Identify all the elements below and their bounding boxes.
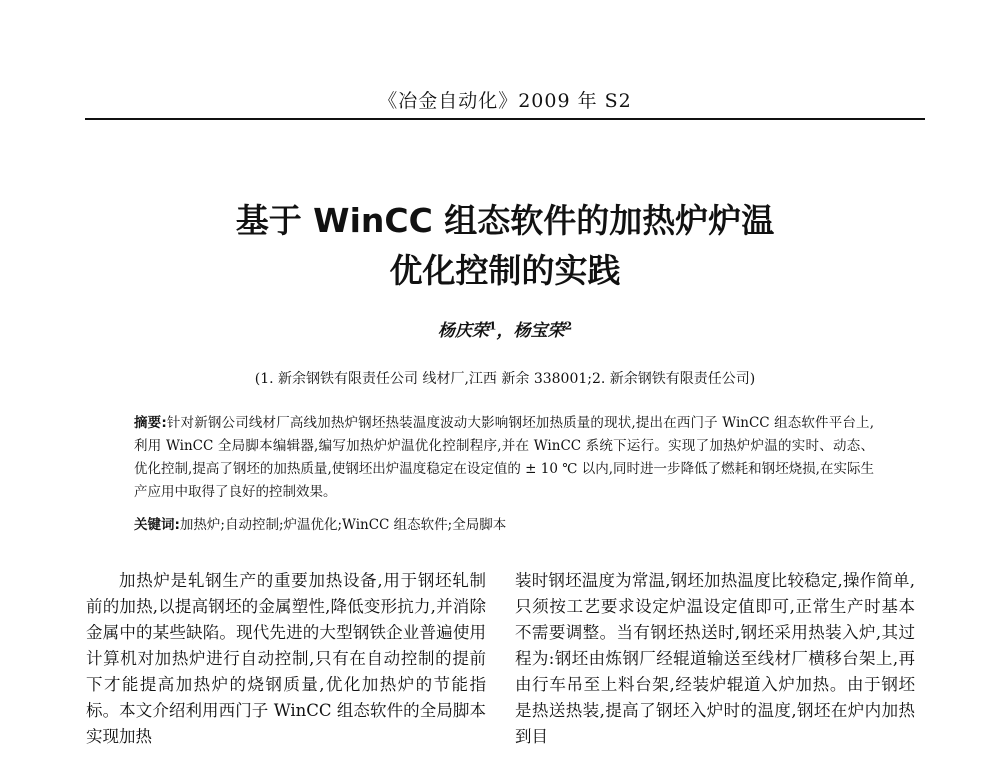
author-1-affil-mark: 1 <box>488 319 497 333</box>
journal-header: 《冶金自动化》2009 年 S2 <box>378 90 632 112</box>
body-column-right <box>515 568 915 750</box>
author-1: 杨庆荣 <box>437 321 489 341</box>
title-line-1: 基于 WinCC 组态软件的加热炉炉温 <box>235 201 775 240</box>
body-paragraph-left: 加热炉是轧钢生产的重要加热设备,用于钢坯轧制前的加热,以提高钢坯的金属塑性,降低变形抗力,并消除金属中的某些缺陷。现代先进的大型钢铁企业普遍使用计算机对加热炉进行自动控制,只有在自动控制的提前下才能提高加热炉的烧钢质量,优化加热炉的节能指标。本文介绍利用西门子 WinCC 组态软件的全局脚本实现加热 <box>86 571 486 746</box>
paper-title <box>85 196 925 296</box>
body-column-left <box>86 568 486 750</box>
abstract-label: 摘要: <box>134 415 167 431</box>
author-separator: ， <box>496 321 514 341</box>
header-rule <box>85 118 925 120</box>
author-2: 杨宝荣 <box>513 321 565 341</box>
affiliation: (1. 新余钢铁有限责任公司 线材厂,江西 新余 338001;2. 新余钢铁有限责任公司) <box>254 371 756 387</box>
title-line-2: 优化控制的实践 <box>389 251 621 290</box>
abstract-text: 针对新钢公司线材厂高线加热炉钢坯热装温度波动大影响钢坯加热质量的现状,提出在西门子 WinCC 组态软件平台上,利用 WinCC 全局脚本编辑器,编写加热炉炉温优化控制程序,并在 WinCC 系统下运行。实现了加热炉炉温的实时、动态、优化控制,提高了钢坯的加热质量,使钢坯出炉温度稳定在设定值的 ± 10 ℃ 以内,同时进一步降低了燃耗和钢坯烧损,在实际生产应用中取得了良好的控制效果。 <box>134 415 874 500</box>
keywords-text: 加热炉;自动控制;炉温优化;WinCC 组态软件;全局脚本 <box>179 517 507 533</box>
authors <box>85 316 925 341</box>
author-2-affil-mark: 2 <box>564 319 573 333</box>
keywords-label: 关键词: <box>134 517 180 533</box>
keywords <box>134 514 874 537</box>
body-paragraph-right: 装时钢坯温度为常温,钢坯加热温度比较稳定,操作简单,只须按工艺要求设定炉温设定值即可,正常生产时基本不需要调整。当有钢坯热送时,钢坯采用热装入炉,其过程为:钢坯由炼钢厂经辊道输送至线材厂横移台架上,再由行车吊至上料台架,经装炉辊道入炉加热。由于钢坯是热送热装,提高了钢坯入炉时的温度,钢坯在炉内加热到目 <box>515 571 915 746</box>
abstract <box>134 412 874 504</box>
